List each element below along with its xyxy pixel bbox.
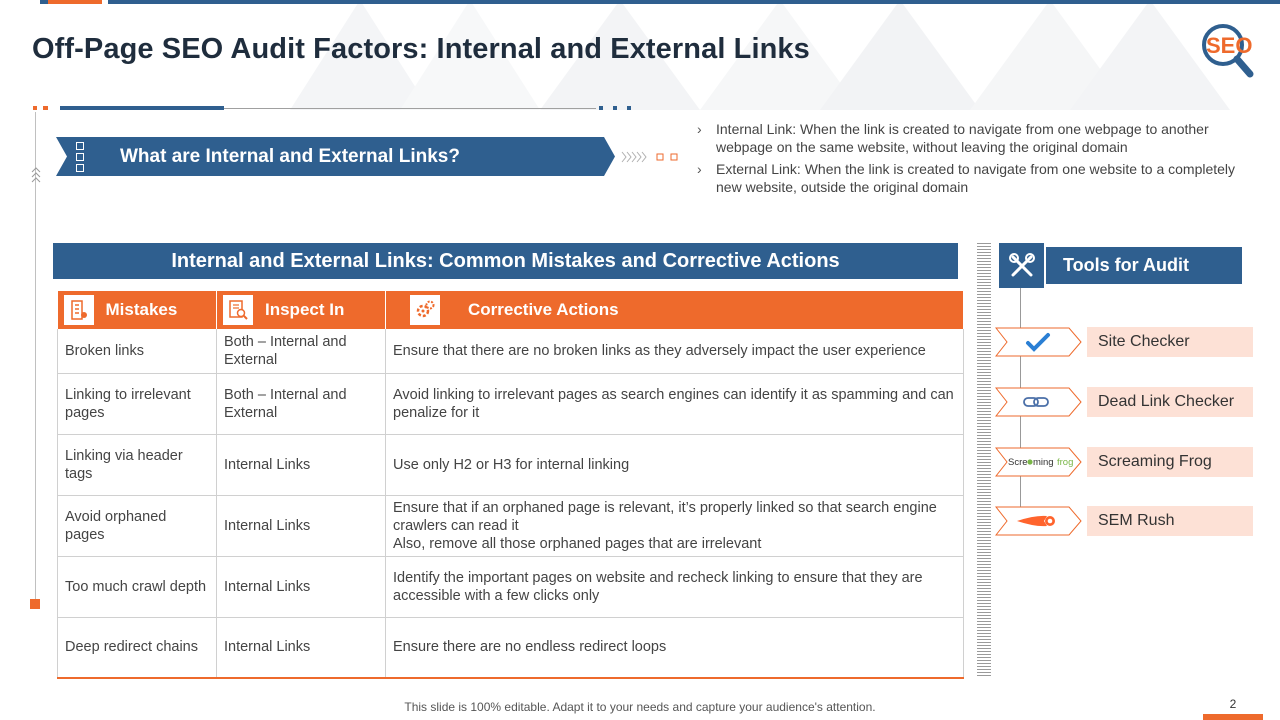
cell-action: Ensure there are no endless redirect loops [386, 617, 964, 678]
definition-internal-link: › Internal Link: When the link is created to navigate from one webpage to another webpage on the same website, without leaving the original domain [697, 121, 1209, 155]
tools-heading [999, 243, 1242, 288]
building-icon [64, 295, 94, 325]
header-inspect-in: Inspect In [217, 291, 386, 329]
deco-orange-dash [43, 106, 48, 110]
cell-action: Ensure that there are no broken links as they adversely impact the user experience [386, 329, 964, 373]
semrush-logo [995, 506, 1083, 536]
tool-name: Site Checker [1087, 327, 1253, 357]
page-number-bar [1203, 714, 1263, 720]
logo-text: SEO [1206, 33, 1253, 58]
cell-action: Use only H2 or H3 for internal linking [386, 434, 964, 495]
table-row [58, 617, 964, 678]
deco-orange-square [30, 599, 40, 609]
cell-mistake: Too much crawl depth [58, 556, 217, 617]
question-banner-text: What are Internal and External Links? [120, 146, 460, 167]
header-mistakes: Mistakes [58, 291, 217, 329]
tools-heading-label: Tools for Audit [1046, 247, 1242, 284]
cell-mistake: Avoid orphaned pages [58, 495, 217, 556]
action-line: Ensure that if an orphaned page is relevant, it’s properly linked so that search engine crawlers can read it [393, 499, 937, 534]
tool-name: Screaming Frog [1087, 447, 1253, 477]
table-row [58, 495, 964, 556]
deco-chevrons-up [30, 164, 42, 186]
page-number: 2 [1229, 697, 1237, 711]
table-title: Internal and External Links: Common Mistakes and Corrective Actions [53, 243, 958, 279]
tool-site-checker [995, 327, 1253, 357]
cell-inspect: Internal Links [217, 617, 386, 678]
chain-link-icon [995, 387, 1083, 417]
question-banner [56, 137, 616, 176]
deco-blue-dot [599, 106, 603, 110]
definition-external-link: › External Link: When the link is created to navigate from one website to a completely new website, outside the original domain [697, 161, 1236, 195]
definitions-list [697, 120, 1257, 200]
deco-blue-bar [60, 106, 224, 110]
table-row [58, 556, 964, 617]
table-row [58, 329, 964, 373]
table-header-row [58, 291, 964, 329]
deco-gray-line [224, 108, 596, 109]
page-title: Off-Page SEO Audit Factors: Internal and External Links [32, 33, 810, 65]
mistakes-table [57, 291, 964, 679]
header-corrective-actions: Corrective Actions [386, 291, 964, 329]
tool-name: Dead Link Checker [1087, 387, 1253, 417]
checkmark-icon [995, 327, 1083, 357]
cell-action [386, 495, 964, 556]
cell-mistake: Broken links [58, 329, 217, 373]
document-search-icon [223, 295, 253, 325]
footer-note: This slide is 100% editable. Adapt it to your needs and capture your audience's attention. [404, 700, 876, 714]
cell-inspect: Internal Links [217, 556, 386, 617]
cell-inspect: Internal Links [217, 434, 386, 495]
cell-mistake: Linking to irrelevant pages [58, 373, 217, 434]
cell-mistake: Linking via header tags [58, 434, 217, 495]
cell-action: Avoid linking to irrelevant pages as search engines can identify it as spamming and can penalize for it [386, 373, 964, 434]
cell-inspect: Both – Internal and External [217, 329, 386, 373]
cell-inspect: Both – Internal and External [217, 373, 386, 434]
tool-screaming-frog [995, 447, 1253, 477]
deco-orange-dash [33, 106, 37, 110]
deco-blue-dot [613, 106, 617, 110]
tool-name: SEM Rush [1087, 506, 1253, 536]
cell-inspect: Internal Links [217, 495, 386, 556]
gears-icon [410, 295, 440, 325]
cell-action: Identify the important pages on website and recheck linking to ensure that they are accessible with a few clicks only [386, 556, 964, 617]
top-accent-bar [0, 0, 1280, 4]
chevron-right-icon: › [697, 161, 702, 177]
cell-mistake: Deep redirect chains [58, 617, 217, 678]
chevron-right-icon: › [697, 121, 702, 137]
table-row [58, 373, 964, 434]
screaming-frog-logo [995, 447, 1083, 477]
svg-text:frog: frog [1057, 457, 1074, 468]
banner-squares-icon [76, 142, 86, 175]
table-row [58, 434, 964, 495]
tool-dead-link-checker [995, 387, 1253, 417]
svg-text:Scre: Scre [1008, 457, 1028, 468]
deco-arrows-right [620, 150, 680, 164]
action-line: Also, remove all those orphaned pages that are irrelevant [393, 535, 762, 552]
svg-text:ming: ming [1033, 457, 1054, 468]
sidebar-striped-rule [977, 243, 991, 678]
seo-magnifier-logo [1200, 22, 1270, 80]
deco-blue-dot [627, 106, 631, 110]
tool-sem-rush [995, 506, 1253, 536]
tools-wrench-icon [999, 243, 1044, 288]
